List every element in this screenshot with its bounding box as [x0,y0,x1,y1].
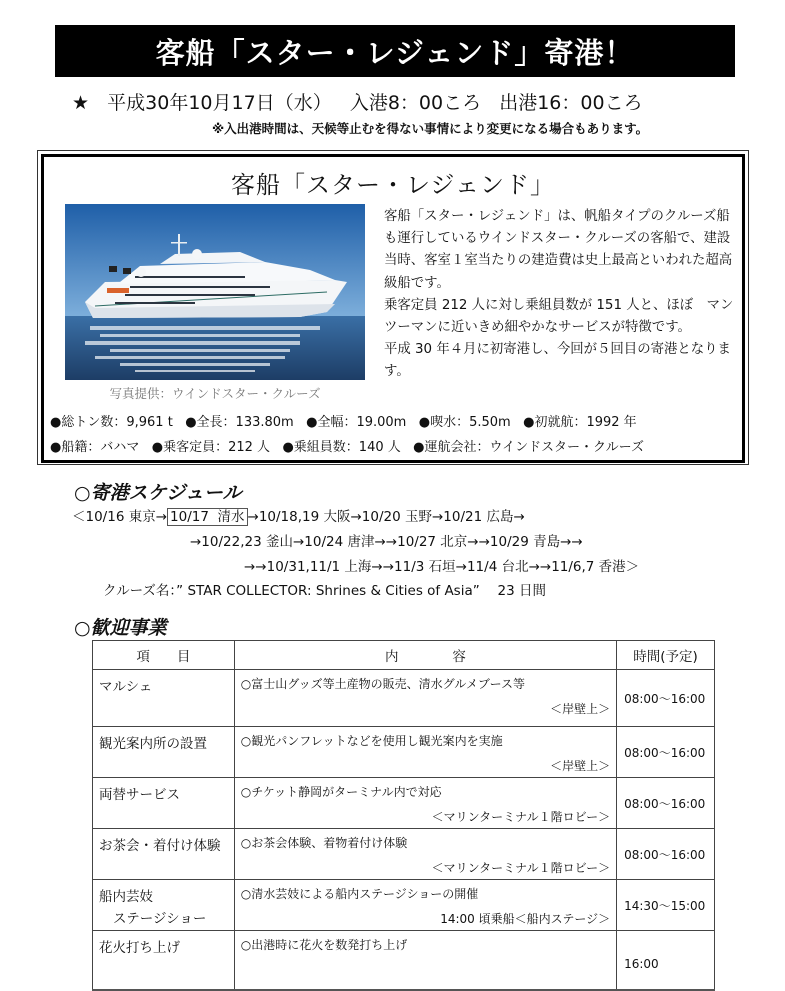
event-content [234,670,616,727]
ship-description [384,206,740,384]
event-time: 08:00～16:00 [617,670,715,727]
spec-draft: ●喫水：5.50m [418,415,511,430]
schedule-note: ※入出港時間は、天候等止むを得ない事情により変更になる場合もあります。 [212,121,649,136]
event-time: 08:00～16:00 [617,829,715,880]
spec-beam: ●全幅：19.00m [306,415,407,430]
table-row [93,931,715,991]
ship-photo [65,204,365,380]
ship-specs [50,410,750,460]
table-header-row [93,641,715,670]
event-location: ＜マリンターミナル１階ロビー＞ [431,810,611,824]
spec-passengers: ●乗客定員：212 人 [151,440,271,455]
table-row [93,778,715,829]
event-description: ○清水芸妓による船内ステージショーの開催 [240,887,479,901]
description-paragraph: 乗客定員 212 人に対し乗組員数が 151 人と、ほぼ マンツーマンに近いきめ細やかなサービスが特徴です。 [384,297,734,336]
schedule-segment: →10/18,19 大阪→10/20 玉野→10/21 広島→ [247,509,525,525]
cruise-name: クルーズ名：” STAR COLLECTOR: Shrines & Cities of Asia” 23 日間 [103,583,546,599]
event-content [234,880,616,931]
event-item: 花火打ち上げ [93,931,235,991]
event-time: 08:00～16:00 [617,778,715,829]
event-time: 14:30～15:00 [617,880,715,931]
table-row [93,670,715,727]
event-item: マルシェ [93,670,235,727]
event-description: ○チケット静岡がターミナル内で対応 [240,785,442,799]
ship-name-heading: 客船「スター・レジェンド」 [231,171,555,199]
schedule-segment: ＜10/16 東京→ [72,509,168,525]
event-description: ○富士山グッズ等土産物の販売、清水グルメブース等 [240,677,525,691]
schedule-line-2: →10/22,23 釜山→10/24 唐津→→10/27 北京→→10/29 青島→→ [190,534,583,550]
event-content [234,931,616,991]
spec-length: ●全長：133.80m [185,415,294,430]
table-row [93,727,715,778]
event-item-line: ステージショー [113,911,207,927]
cruise-ship-image [65,204,365,380]
event-item: お茶会・着付け体験 [93,829,235,880]
event-item-line: 船内芸妓 [99,889,153,905]
event-time: 08:00～16:00 [617,727,715,778]
header-time: 時間(予定) [617,641,715,670]
event-location: ＜マリンターミナル１階ロビー＞ [431,861,611,875]
header-content: 内 容 [234,641,616,670]
event-location: 14:00 頃乗船＜船内ステージ＞ [440,912,611,926]
spec-gross-tonnage: ●総トン数：9,961 t [50,415,173,430]
event-content [234,778,616,829]
arrival-time: 入港8：00ころ [349,92,482,114]
event-item: 観光案内所の設置 [93,727,235,778]
schedule-heading: ○寄港スケジュール [74,482,242,504]
events-table [92,640,715,991]
specs-row-1 [50,410,750,435]
description-paragraph: 平成 30 年４月に初寄港し、今回が５回目の寄港となります。 [384,342,731,380]
event-content [234,829,616,880]
event-description: ○お茶会体験、着物着付け体験 [240,836,408,850]
event-item: 両替サービス [93,778,235,829]
spec-maiden-voyage: ●初就航：1992 年 [523,415,637,430]
table-row [93,829,715,880]
description-paragraph: 客船「スター・レジェンド」は、帆船タイプのクルーズ船も運行しているウインドスター・クルーズの客船で、建設当時、客室１室当たりの建造費は史上最高といわれた超高級船です。 [384,209,733,291]
spec-flag: ●船籍：バハマ [50,440,140,455]
page-title: 客船「スター・レジェンド」寄港！ [55,25,735,77]
visit-date: 平成30年10月17日（水） [107,92,332,114]
table-row [93,880,715,931]
spec-crew: ●乗組員数：140 人 [282,440,401,455]
header-item: 項 目 [93,641,235,670]
highlighted-port-shimizu: 10/17 清水 [167,508,248,526]
event-item [93,880,235,931]
schedule-line-1 [72,505,525,525]
events-heading: ○歓迎事業 [74,617,167,639]
event-description: ○観光パンフレットなどを使用し観光案内を実施 [240,734,503,748]
schedule-line-3: →→10/31,11/1 上海→→11/3 石垣→11/4 台北→→11/6,7 香港＞ [244,559,640,575]
star-icon: ★ [72,92,90,114]
event-location: ＜岸壁上＞ [550,702,611,716]
event-location: ＜岸壁上＞ [550,759,611,773]
event-time: 16:00 [617,931,715,991]
event-description: ○出港時に花火を数発打ち上げ [240,938,408,952]
photo-caption: 写真提供：ウインドスター・クルーズ [109,386,321,401]
spec-operator: ●運航会社：ウインドスター・クルーズ [413,440,644,455]
specs-row-2 [50,435,750,460]
departure-time: 出港16：00ころ [499,92,643,114]
event-content [234,727,616,778]
date-line [72,88,643,115]
